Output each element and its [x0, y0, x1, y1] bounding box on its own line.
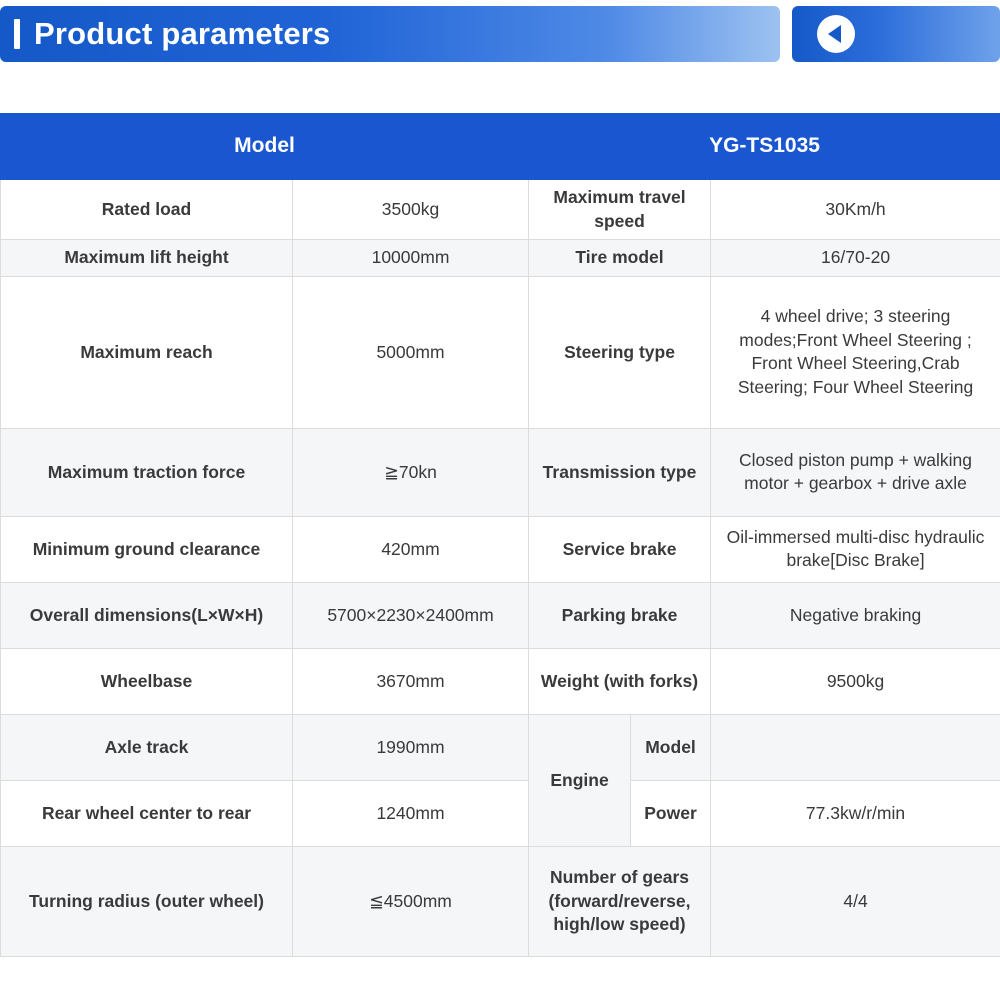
banner-accent-bar	[14, 19, 20, 49]
spec-label: Maximum reach	[1, 276, 293, 428]
table-row	[1, 240, 1000, 277]
spec-label: Overall dimensions(L×W×H)	[1, 582, 293, 648]
table-row	[1, 276, 1000, 428]
spec-value: 30Km/h	[711, 180, 1000, 240]
spec-value: Oil-immersed multi-disc hydraulic brake[Disc Brake]	[711, 516, 1000, 582]
previous-nav-button[interactable]	[792, 6, 1000, 62]
table-row	[1, 846, 1000, 956]
spec-label: Weight (with forks)	[529, 648, 711, 714]
table-row	[1, 582, 1000, 648]
header-cell-model: Model	[1, 114, 529, 180]
spec-label: Tire model	[529, 240, 711, 277]
spec-value: 4 wheel drive; 3 steering modes;Front Wheel Steering ; Front Wheel Steering,Crab Steering; Four Wheel Steering	[711, 276, 1000, 428]
table-row	[1, 428, 1000, 516]
section-banner	[0, 6, 780, 62]
spec-value: 1990mm	[293, 714, 529, 780]
spec-label: Maximum lift height	[1, 240, 293, 277]
spec-value: 420mm	[293, 516, 529, 582]
spec-value: 5000mm	[293, 276, 529, 428]
page-header	[0, 0, 1000, 68]
table-row	[1, 516, 1000, 582]
spec-value	[711, 714, 1000, 780]
table-row	[1, 714, 1000, 780]
spec-value: ≦4500mm	[293, 846, 529, 956]
spec-value: Closed piston pump + walking motor + gearbox + drive axle	[711, 428, 1000, 516]
spec-label: Transmission type	[529, 428, 711, 516]
circle-button-background[interactable]	[817, 15, 855, 53]
spec-value: 4/4	[711, 846, 1000, 956]
spec-label: Minimum ground clearance	[1, 516, 293, 582]
table-row	[1, 180, 1000, 240]
spec-label-engine-group: Engine	[529, 714, 631, 846]
table-row	[1, 780, 1000, 846]
spec-label: Number of gears (forward/reverse, high/low speed)	[529, 846, 711, 956]
spec-label: Wheelbase	[1, 648, 293, 714]
spec-label: Maximum travel speed	[529, 180, 711, 240]
spec-value: 16/70-20	[711, 240, 1000, 277]
spec-label: Rated load	[1, 180, 293, 240]
spec-value: 5700×2230×2400mm	[293, 582, 529, 648]
spec-value: 10000mm	[293, 240, 529, 277]
spec-label: Rear wheel center to rear	[1, 780, 293, 846]
spec-value: 3500kg	[293, 180, 529, 240]
spec-sublabel: Model	[631, 714, 711, 780]
table-row	[1, 648, 1000, 714]
spec-label: Parking brake	[529, 582, 711, 648]
spec-value: 77.3kw/r/min	[711, 780, 1000, 846]
spec-sublabel: Power	[631, 780, 711, 846]
spec-label: Maximum traction force	[1, 428, 293, 516]
spec-value: Negative braking	[711, 582, 1000, 648]
spec-label: Axle track	[1, 714, 293, 780]
spec-value: 1240mm	[293, 780, 529, 846]
spec-value: 9500kg	[711, 648, 1000, 714]
spec-label: Turning radius (outer wheel)	[1, 846, 293, 956]
page-title: Product parameters	[34, 16, 331, 51]
header-cell-model-value: YG-TS1035	[529, 114, 1000, 180]
spec-label: Steering type	[529, 276, 711, 428]
table-header-row	[1, 114, 1000, 180]
triangle-left-icon	[828, 25, 841, 43]
spec-value: 3670mm	[293, 648, 529, 714]
spec-label: Service brake	[529, 516, 711, 582]
spec-value: ≧70kn	[293, 428, 529, 516]
specification-table	[0, 113, 1000, 957]
